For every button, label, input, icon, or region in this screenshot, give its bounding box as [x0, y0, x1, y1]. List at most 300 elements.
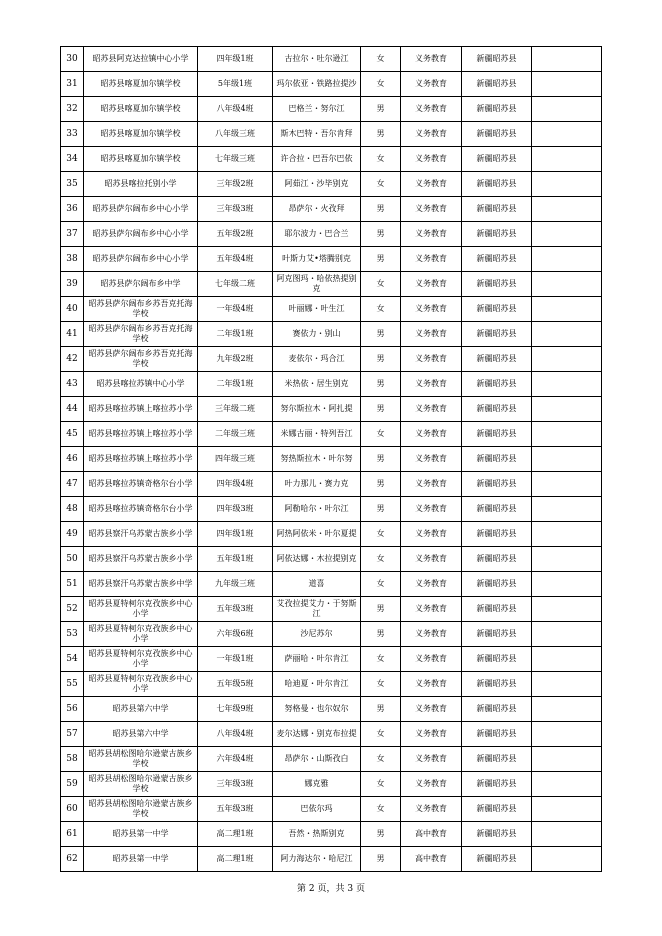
- row-number: 44: [61, 397, 84, 422]
- education-stage: 义务教育: [401, 422, 462, 447]
- class-name: 八年级三班: [198, 122, 273, 147]
- class-name: 二年级1班: [198, 322, 273, 347]
- class-name: 四年级4班: [198, 472, 273, 497]
- empty-cell: [532, 572, 602, 597]
- gender: 女: [361, 547, 401, 572]
- education-stage: 义务教育: [401, 297, 462, 322]
- school-name: 昭苏县萨尔阔布乡中心小学: [84, 222, 198, 247]
- table-row: [61, 397, 602, 422]
- region: 新疆昭苏县: [462, 197, 532, 222]
- table-row: [61, 772, 602, 797]
- region: 新疆昭苏县: [462, 397, 532, 422]
- student-name: 巴依尔玛: [273, 797, 361, 822]
- table-row: [61, 722, 602, 747]
- gender: 男: [361, 372, 401, 397]
- row-number: 30: [61, 47, 84, 72]
- class-name: 一年级4班: [198, 297, 273, 322]
- class-name: 高二理1班: [198, 847, 273, 872]
- school-name: 昭苏县第一中学: [84, 822, 198, 847]
- empty-cell: [532, 772, 602, 797]
- region: 新疆昭苏县: [462, 247, 532, 272]
- school-name: 昭苏县胡松图哈尔逊蒙古族乡学校: [84, 747, 198, 772]
- table-row: [61, 272, 602, 297]
- class-name: 四年级三班: [198, 447, 273, 472]
- gender: 女: [361, 72, 401, 97]
- empty-cell: [532, 172, 602, 197]
- school-name: 昭苏县喀拉苏镇上喀拉苏小学: [84, 397, 198, 422]
- education-stage: 义务教育: [401, 497, 462, 522]
- school-name: 昭苏县萨尔阔布乡苏吾克托海学校: [84, 297, 198, 322]
- school-name: 昭苏县察汗乌苏蒙古族乡中学: [84, 572, 198, 597]
- table-row: [61, 672, 602, 697]
- education-stage: 义务教育: [401, 472, 462, 497]
- table-row: [61, 97, 602, 122]
- row-number: 59: [61, 772, 84, 797]
- table-row: [61, 322, 602, 347]
- row-number: 58: [61, 747, 84, 772]
- table-row: [61, 647, 602, 672]
- gender: 女: [361, 47, 401, 72]
- region: 新疆昭苏县: [462, 172, 532, 197]
- region: 新疆昭苏县: [462, 747, 532, 772]
- school-name: 昭苏县喀拉苏镇上喀拉苏小学: [84, 422, 198, 447]
- school-name: 昭苏县第六中学: [84, 722, 198, 747]
- class-name: 五年级5班: [198, 672, 273, 697]
- class-name: 三年级3班: [198, 197, 273, 222]
- student-name: 阿克图玛・哈依热提别克: [273, 272, 361, 297]
- class-name: 二年级三班: [198, 422, 273, 447]
- student-name: 娜克雅: [273, 772, 361, 797]
- school-name: 昭苏县喀夏加尔镇学校: [84, 72, 198, 97]
- table-row: [61, 372, 602, 397]
- education-stage: 义务教育: [401, 47, 462, 72]
- row-number: 54: [61, 647, 84, 672]
- row-number: 32: [61, 97, 84, 122]
- education-stage: 义务教育: [401, 622, 462, 647]
- student-name: 米娜古丽・特列吾江: [273, 422, 361, 447]
- empty-cell: [532, 672, 602, 697]
- empty-cell: [532, 722, 602, 747]
- student-name: 麦依尔・玛合江: [273, 347, 361, 372]
- education-stage: 义务教育: [401, 247, 462, 272]
- gender: 男: [361, 447, 401, 472]
- education-stage: 义务教育: [401, 97, 462, 122]
- row-number: 35: [61, 172, 84, 197]
- student-name: 叶斯力艾•塔腾别克: [273, 247, 361, 272]
- region: 新疆昭苏县: [462, 297, 532, 322]
- region: 新疆昭苏县: [462, 847, 532, 872]
- school-name: 昭苏县察汗乌苏蒙古族乡小学: [84, 522, 198, 547]
- row-number: 55: [61, 672, 84, 697]
- student-name: 古拉尔・吐尔逊江: [273, 47, 361, 72]
- table-body: [61, 47, 602, 872]
- class-name: 六年级6班: [198, 622, 273, 647]
- student-name: 阿勒哈尔・叶尔江: [273, 497, 361, 522]
- row-number: 47: [61, 472, 84, 497]
- education-stage: 义务教育: [401, 672, 462, 697]
- school-name: 昭苏县夏特柯尔克孜族乡中心小学: [84, 597, 198, 622]
- class-name: 五年级3班: [198, 597, 273, 622]
- table-row: [61, 172, 602, 197]
- student-name: 萨丽哈・叶尔肯江: [273, 647, 361, 672]
- row-number: 51: [61, 572, 84, 597]
- region: 新疆昭苏县: [462, 222, 532, 247]
- region: 新疆昭苏县: [462, 497, 532, 522]
- class-name: 六年级4班: [198, 747, 273, 772]
- region: 新疆昭苏县: [462, 772, 532, 797]
- empty-cell: [532, 522, 602, 547]
- row-number: 42: [61, 347, 84, 372]
- empty-cell: [532, 847, 602, 872]
- class-name: 五年级2班: [198, 222, 273, 247]
- school-name: 昭苏县萨尔阔布乡中学: [84, 272, 198, 297]
- table-row: [61, 597, 602, 622]
- education-stage: 义务教育: [401, 647, 462, 672]
- school-name: 昭苏县喀拉苏镇奇格尔台小学: [84, 497, 198, 522]
- gender: 男: [361, 97, 401, 122]
- education-stage: 义务教育: [401, 347, 462, 372]
- student-name: 耶尔波力・巴合兰: [273, 222, 361, 247]
- education-stage: 义务教育: [401, 397, 462, 422]
- table-row: [61, 572, 602, 597]
- education-stage: 义务教育: [401, 122, 462, 147]
- empty-cell: [532, 422, 602, 447]
- gender: 男: [361, 697, 401, 722]
- student-name: 赛依力・别山: [273, 322, 361, 347]
- gender: 女: [361, 672, 401, 697]
- page-footer: 第 2 页，共 3 页: [297, 884, 365, 894]
- table-row: [61, 697, 602, 722]
- school-name: 昭苏县萨尔阔布乡苏吾克托海学校: [84, 322, 198, 347]
- region: 新疆昭苏县: [462, 97, 532, 122]
- education-stage: 义务教育: [401, 172, 462, 197]
- gender: 女: [361, 172, 401, 197]
- school-name: 昭苏县喀夏加尔镇学校: [84, 97, 198, 122]
- region: 新疆昭苏县: [462, 147, 532, 172]
- student-name: 阿依达娜・木拉提别克: [273, 547, 361, 572]
- row-number: 46: [61, 447, 84, 472]
- school-name: 昭苏县第六中学: [84, 697, 198, 722]
- table-row: [61, 522, 602, 547]
- region: 新疆昭苏县: [462, 47, 532, 72]
- school-name: 昭苏县夏特柯尔克孜族乡中心小学: [84, 647, 198, 672]
- row-number: 43: [61, 372, 84, 397]
- student-name: 吾然・热斯别克: [273, 822, 361, 847]
- class-name: 四年级1班: [198, 522, 273, 547]
- education-stage: 义务教育: [401, 772, 462, 797]
- gender: 男: [361, 222, 401, 247]
- school-name: 昭苏县喀夏加尔镇学校: [84, 122, 198, 147]
- gender: 女: [361, 722, 401, 747]
- row-number: 53: [61, 622, 84, 647]
- student-name: 叶丽娜・叶生江: [273, 297, 361, 322]
- school-name: 昭苏县察汗乌苏蒙古族乡小学: [84, 547, 198, 572]
- gender: 女: [361, 422, 401, 447]
- school-name: 昭苏县胡松图哈尔逊蒙古族乡学校: [84, 772, 198, 797]
- empty-cell: [532, 297, 602, 322]
- education-stage: 义务教育: [401, 72, 462, 97]
- table-row: [61, 822, 602, 847]
- empty-cell: [532, 197, 602, 222]
- empty-cell: [532, 547, 602, 572]
- school-name: 昭苏县阿克达拉镇中心小学: [84, 47, 198, 72]
- school-name: 昭苏县喀拉苏镇中心小学: [84, 372, 198, 397]
- row-number: 48: [61, 497, 84, 522]
- table-row: [61, 797, 602, 822]
- class-name: 九年级2班: [198, 347, 273, 372]
- row-number: 52: [61, 597, 84, 622]
- student-name: 许合拉・巴吾尔巴依: [273, 147, 361, 172]
- class-name: 四年级1班: [198, 47, 273, 72]
- region: 新疆昭苏县: [462, 372, 532, 397]
- class-name: 八年级4班: [198, 722, 273, 747]
- table-row: [61, 447, 602, 472]
- gender: 女: [361, 772, 401, 797]
- row-number: 50: [61, 547, 84, 572]
- class-name: 一年级1班: [198, 647, 273, 672]
- table-row: [61, 47, 602, 72]
- gender: 男: [361, 822, 401, 847]
- table-row: [61, 847, 602, 872]
- education-stage: 义务教育: [401, 222, 462, 247]
- region: 新疆昭苏县: [462, 447, 532, 472]
- education-stage: 义务教育: [401, 597, 462, 622]
- gender: 男: [361, 322, 401, 347]
- empty-cell: [532, 697, 602, 722]
- region: 新疆昭苏县: [462, 122, 532, 147]
- row-number: 31: [61, 72, 84, 97]
- empty-cell: [532, 272, 602, 297]
- row-number: 38: [61, 247, 84, 272]
- region: 新疆昭苏县: [462, 722, 532, 747]
- student-name: 艾孜拉提艾力・于努斯江: [273, 597, 361, 622]
- table-row: [61, 297, 602, 322]
- education-stage: 义务教育: [401, 197, 462, 222]
- empty-cell: [532, 747, 602, 772]
- empty-cell: [532, 122, 602, 147]
- table-row: [61, 222, 602, 247]
- education-stage: 高中教育: [401, 822, 462, 847]
- student-name: 麦尔达娜・别克布拉提: [273, 722, 361, 747]
- table-row: [61, 497, 602, 522]
- gender: 女: [361, 297, 401, 322]
- empty-cell: [532, 147, 602, 172]
- row-number: 62: [61, 847, 84, 872]
- education-stage: 义务教育: [401, 797, 462, 822]
- class-name: 三年级2班: [198, 172, 273, 197]
- table-row: [61, 422, 602, 447]
- gender: 男: [361, 397, 401, 422]
- table-row: [61, 347, 602, 372]
- empty-cell: [532, 372, 602, 397]
- gender: 女: [361, 747, 401, 772]
- gender: 男: [361, 497, 401, 522]
- row-number: 49: [61, 522, 84, 547]
- class-name: 三年级二班: [198, 397, 273, 422]
- row-number: 40: [61, 297, 84, 322]
- region: 新疆昭苏县: [462, 272, 532, 297]
- table-row: [61, 472, 602, 497]
- region: 新疆昭苏县: [462, 547, 532, 572]
- table-row: [61, 622, 602, 647]
- school-name: 昭苏县第一中学: [84, 847, 198, 872]
- class-name: 九年级三班: [198, 572, 273, 597]
- student-name: 叶力那儿・赛力克: [273, 472, 361, 497]
- education-stage: 义务教育: [401, 547, 462, 572]
- class-name: 三年级3班: [198, 772, 273, 797]
- row-number: 41: [61, 322, 84, 347]
- row-number: 33: [61, 122, 84, 147]
- gender: 男: [361, 122, 401, 147]
- row-number: 37: [61, 222, 84, 247]
- table-row: [61, 197, 602, 222]
- school-name: 昭苏县夏特柯尔克孜族乡中心小学: [84, 672, 198, 697]
- table-row: [61, 122, 602, 147]
- student-name: 阿茹江・沙毕别克: [273, 172, 361, 197]
- gender: 男: [361, 622, 401, 647]
- gender: 女: [361, 797, 401, 822]
- region: 新疆昭苏县: [462, 322, 532, 347]
- row-number: 39: [61, 272, 84, 297]
- empty-cell: [532, 322, 602, 347]
- empty-cell: [532, 822, 602, 847]
- table-row: [61, 747, 602, 772]
- school-name: 昭苏县萨尔阔布乡苏吾克托海学校: [84, 347, 198, 372]
- table-row: [61, 547, 602, 572]
- education-stage: 义务教育: [401, 522, 462, 547]
- empty-cell: [532, 222, 602, 247]
- class-name: 四年级3班: [198, 497, 273, 522]
- education-stage: 义务教育: [401, 372, 462, 397]
- gender: 男: [361, 347, 401, 372]
- education-stage: 义务教育: [401, 747, 462, 772]
- education-stage: 义务教育: [401, 322, 462, 347]
- empty-cell: [532, 247, 602, 272]
- student-table: [60, 46, 602, 872]
- class-name: 七年级9班: [198, 697, 273, 722]
- empty-cell: [532, 597, 602, 622]
- school-name: 昭苏县喀拉托别小学: [84, 172, 198, 197]
- school-name: 昭苏县喀夏加尔镇学校: [84, 147, 198, 172]
- education-stage: 义务教育: [401, 572, 462, 597]
- student-name: 哈迪夏・叶尔肯江: [273, 672, 361, 697]
- region: 新疆昭苏县: [462, 347, 532, 372]
- class-name: 5年级1班: [198, 72, 273, 97]
- student-name: 斯木巴特・吾尔肯拜: [273, 122, 361, 147]
- education-stage: 义务教育: [401, 147, 462, 172]
- region: 新疆昭苏县: [462, 472, 532, 497]
- empty-cell: [532, 622, 602, 647]
- gender: 女: [361, 522, 401, 547]
- student-name: 努尔斯拉木・阿扎提: [273, 397, 361, 422]
- class-name: 二年级1班: [198, 372, 273, 397]
- region: 新疆昭苏县: [462, 647, 532, 672]
- region: 新疆昭苏县: [462, 822, 532, 847]
- table-row: [61, 147, 602, 172]
- empty-cell: [532, 72, 602, 97]
- empty-cell: [532, 47, 602, 72]
- row-number: 36: [61, 197, 84, 222]
- gender: 女: [361, 147, 401, 172]
- class-name: 七年级二班: [198, 272, 273, 297]
- education-stage: 义务教育: [401, 697, 462, 722]
- school-name: 昭苏县萨尔阔布乡中心小学: [84, 197, 198, 222]
- student-name: 努格曼・也尔奴尔: [273, 697, 361, 722]
- student-name: 玛尔依亚・铁路拉提沙: [273, 72, 361, 97]
- education-stage: 高中教育: [401, 847, 462, 872]
- region: 新疆昭苏县: [462, 622, 532, 647]
- gender: 女: [361, 572, 401, 597]
- empty-cell: [532, 497, 602, 522]
- row-number: 45: [61, 422, 84, 447]
- region: 新疆昭苏县: [462, 597, 532, 622]
- class-name: 五年级3班: [198, 797, 273, 822]
- school-name: 昭苏县喀拉苏镇上喀拉苏小学: [84, 447, 198, 472]
- class-name: 高二理1班: [198, 822, 273, 847]
- student-name: 巴格兰・努尔江: [273, 97, 361, 122]
- school-name: 昭苏县胡松图哈尔逊蒙古族乡学校: [84, 797, 198, 822]
- gender: 男: [361, 197, 401, 222]
- gender: 男: [361, 247, 401, 272]
- school-name: 昭苏县萨尔阔布乡中心小学: [84, 247, 198, 272]
- student-name: 阿热阿依米・叶尔夏提: [273, 522, 361, 547]
- student-name: 努热斯拉木・叶尔努: [273, 447, 361, 472]
- student-name: 阿力海达尔・哈尼江: [273, 847, 361, 872]
- region: 新疆昭苏县: [462, 672, 532, 697]
- class-name: 八年级4班: [198, 97, 273, 122]
- row-number: 61: [61, 822, 84, 847]
- education-stage: 义务教育: [401, 272, 462, 297]
- region: 新疆昭苏县: [462, 72, 532, 97]
- row-number: 34: [61, 147, 84, 172]
- student-name: 昂萨尔・火孜拜: [273, 197, 361, 222]
- gender: 女: [361, 272, 401, 297]
- empty-cell: [532, 447, 602, 472]
- gender: 女: [361, 647, 401, 672]
- region: 新疆昭苏县: [462, 422, 532, 447]
- table-row: [61, 247, 602, 272]
- empty-cell: [532, 647, 602, 672]
- education-stage: 义务教育: [401, 722, 462, 747]
- class-name: 五年级4班: [198, 247, 273, 272]
- empty-cell: [532, 797, 602, 822]
- school-name: 昭苏县喀拉苏镇奇格尔台小学: [84, 472, 198, 497]
- class-name: 五年级1班: [198, 547, 273, 572]
- table-row: [61, 72, 602, 97]
- empty-cell: [532, 472, 602, 497]
- school-name: 昭苏县夏特柯尔克孜族乡中心小学: [84, 622, 198, 647]
- gender: 男: [361, 847, 401, 872]
- region: 新疆昭苏县: [462, 522, 532, 547]
- education-stage: 义务教育: [401, 447, 462, 472]
- row-number: 60: [61, 797, 84, 822]
- empty-cell: [532, 97, 602, 122]
- row-number: 56: [61, 697, 84, 722]
- row-number: 57: [61, 722, 84, 747]
- region: 新疆昭苏县: [462, 797, 532, 822]
- gender: 男: [361, 597, 401, 622]
- region: 新疆昭苏县: [462, 697, 532, 722]
- student-name: 昂萨尔・山斯孜白: [273, 747, 361, 772]
- gender: 男: [361, 472, 401, 497]
- student-name: 沙尼苏尔: [273, 622, 361, 647]
- empty-cell: [532, 347, 602, 372]
- empty-cell: [532, 397, 602, 422]
- class-name: 七年级三班: [198, 147, 273, 172]
- region: 新疆昭苏县: [462, 572, 532, 597]
- student-name: 道喜: [273, 572, 361, 597]
- student-name: 米热依・居生别克: [273, 372, 361, 397]
